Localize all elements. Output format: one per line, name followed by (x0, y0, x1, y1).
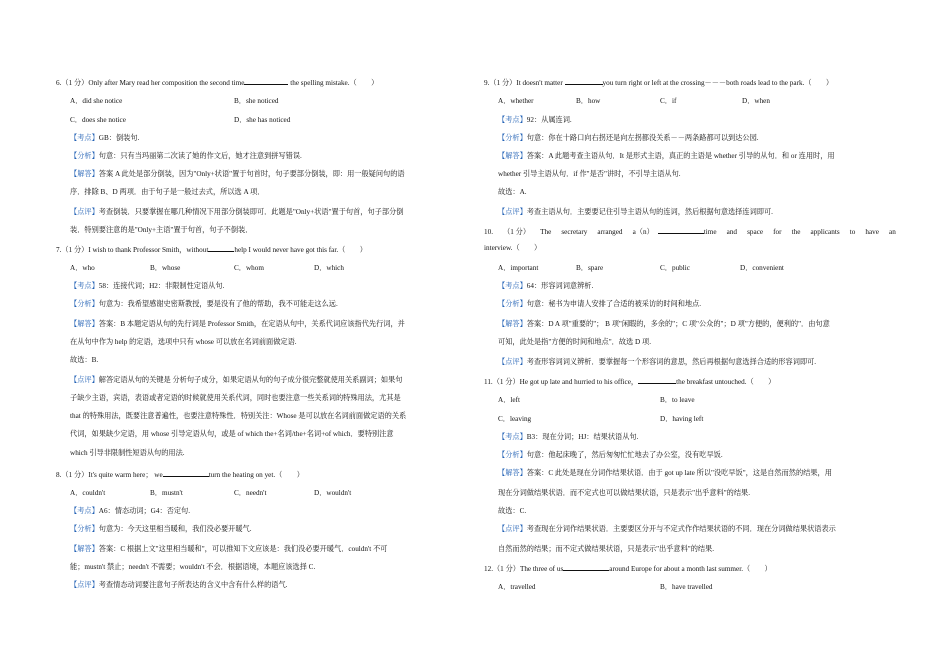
jieda-tag: 【解答】 (70, 170, 99, 178)
question-7-stem: 7.（1 分）I wish to thank Professor Smith，without help I would never have got this far.（ ） (56, 243, 367, 255)
question-11-option-d: D．having left (660, 415, 704, 423)
question-6-jieda-line-2: 序．排除 B、D 两项．由于句子是一般过去式，所以选 A 项． (70, 188, 265, 196)
answer-blank (658, 225, 704, 234)
question-12-option-b: B．have travelled (660, 583, 713, 591)
question-10-jieda-line-2: 可知，此处是指"方便的时间和地点"．故选 D 项. (498, 338, 652, 346)
question-10-dianping: 【点评】考查形容词词义辨析．要掌握每一个形容词的意思，然后再根据句意选择合适的形容词即可. (498, 358, 817, 366)
question-8-option-d: D．wouldn't (314, 489, 352, 497)
question-9-option-c: C．if (660, 97, 677, 105)
question-6-option-a: A．did she notice (70, 97, 123, 105)
question-7-kaodian: 【考点】58：连接代词；H2：非限制性定语从句. (70, 282, 225, 290)
question-9-stem: 9.（1 分）It doesn't matter you turn right or left at the crossing－－－both roads lead to the park.（ ） (484, 76, 833, 88)
question-6-option-d: D．she has noticed (234, 116, 291, 124)
question-6-stem (56, 76, 378, 88)
answer-blank (244, 76, 288, 85)
question-8-kaodian: 【考点】A6：情态动词；G4：否定句. (70, 507, 191, 515)
question-10-kaodian: 【考点】64：形容词词意辨析. (498, 282, 594, 290)
question-9-option-d: D．when (742, 97, 770, 105)
question-7-jieda-line-1: 【解答】答案：B 本题定语从句的先行词是 Professor Smith，在定语从句中，关系代词应该指代先行词，并 (70, 320, 405, 328)
question-9-kaodian: 【考点】92：从属连词. (498, 116, 572, 124)
question-7-option-b: B．whose (150, 264, 181, 272)
question-6-fenxi: 【分析】句意：只有当玛丽第二次读了她的作文后，她才注意到拼写错误. (70, 152, 302, 160)
question-11-guxuan: 故选：C. (498, 507, 527, 515)
question-11-kaodian: 【考点】B3：现在分词；HJ：结果状语从句. (498, 433, 639, 441)
question-6-jieda-line-1: 【解答】答案 A 此处是部分倒装，因为"Only+状语"置于句首时，句子要部分倒装，即：用一般疑问句的语 (70, 170, 405, 178)
answer-blank (565, 76, 603, 85)
question-7-dianping-line-1: 【点评】解答定语从句的关键是 分析句子成分，如果定语从句的句子成分很完整就使用关系副词；如果句 (70, 376, 403, 384)
question-11-stem: 11.（1 分）He got up late and hurried to his office， the breakfast untouched.（ ） (484, 375, 775, 387)
answer-blank (208, 243, 234, 252)
question-9-jieda-line-2: whether 引导主语从句．if 作"是否"讲时，不引导主语从句. (498, 170, 681, 178)
question-9-guxuan: 故选：A. (498, 188, 527, 196)
answer-blank (163, 468, 209, 477)
question-8-option-a: A．couldn't (70, 489, 106, 497)
question-7-fenxi: 【分析】句意为：我希望感谢史密斯教授，要是没有了他的帮助，我不可能走这么远. (70, 300, 338, 308)
question-7-dianping-line-2: 子缺少主语，宾语，表语或者定语的时候就使用关系代词，同时也要注意一些关系词的特殊用法，尤其是 (70, 394, 401, 402)
question-11-fenxi: 【分析】句意：他起床晚了，然后匆匆忙忙地去了办公室，没有吃早饭. (498, 451, 723, 459)
question-6-dianping-line-2: 装．特别要注意的是"Only+主语"置于句首，句子不倒装． (70, 226, 253, 234)
question-6-option-b: B．she noticed (234, 97, 279, 105)
question-10-fenxi: 【分析】句意：秘书为申请人安排了合适的被采访的时间和地点. (498, 300, 702, 308)
question-11-jieda-line-2: 现在分词做结果状语．而不定式也可以做结果状语，只是表示"出乎意料"的结果. (498, 489, 751, 497)
question-9-jieda-line-1: 【解答】答案：A 此题考查主语从句．It 是形式主语，真正的主语是 whether 引导的从句．和 or 连用时，用 (498, 152, 835, 160)
question-7-dianping-line-4: 代词，如果缺少定语，用 whose 引导定语从句，或是 of which the+名词/the+名词+of which．要特别注意 (70, 430, 394, 438)
question-10-stem: 10. （1 分） The secretary arranged a（n） time and space for the applicants to have an (484, 225, 896, 237)
stem-text: 6.（1 分）Only after Mary read her composition the second time (56, 79, 245, 87)
question-7-guxuan: 故选：B. (70, 356, 99, 364)
question-11-dianping-line-1: 【点评】考查现在分词作结果状语．主要要区分开与不定式作作结果状语的不同．现在分词做结果状语表示 (498, 525, 836, 533)
fenxi-tag: 【分析】 (70, 152, 99, 160)
question-8-jieda-line-1: 【解答】答案：C 根据上文"这里相当暖和"，可以推知下文应该是：我们没必要开暖气．couldn't 不可 (70, 545, 388, 553)
question-10-option-b: B．spare (576, 264, 604, 272)
question-7-option-a: A．who (70, 264, 95, 272)
question-11-jieda-line-1: 【解答】答案：C 此处是现在分词作结果状语．由于 got up late 所以"没吃早饭"，这是自然而然的结果，用 (498, 469, 832, 477)
question-6-dianping-line-1: 【点评】考查倒装．只要掌握在哪几种情况下用部分倒装即可．此题是"Only+状语"置于句首，句子部分倒 (70, 208, 404, 216)
answer-blank (638, 375, 676, 384)
question-10-jieda-line-1: 【解答】答案：D A 项"重要的"； B 项"闲暇的，多余的"；C 项"公众的"；D 项"方便的，便利的"．由句意 (498, 320, 830, 328)
question-10-option-a: A．important (498, 264, 539, 272)
question-6-kaodian: 【考点】GB：倒装句. (70, 134, 140, 142)
question-9-option-b: B．how (576, 97, 601, 105)
question-11-option-a: A．left (498, 396, 520, 404)
question-11-option-c: C．leaving (498, 415, 532, 423)
question-9-option-a: A．whether (498, 97, 534, 105)
question-9-fenxi: 【分析】句意：你在十路口向右拐还是向左拐都没关系－－两条路都可以到达公园. (498, 134, 759, 142)
question-10-option-d: D．convenient (740, 264, 784, 272)
question-8-jieda-line-2: 能；mustn't 禁止；needn't 不需要；wouldn't 不会．根据语境，本题应该选择 C. (70, 563, 316, 571)
question-7-option-d: D．which (314, 264, 344, 272)
question-6-option-c: C．does she notice (70, 116, 126, 124)
question-8-option-c: C．needn't (234, 489, 267, 497)
question-7-option-c: C．whom (234, 264, 264, 272)
question-7-dianping-line-3: that 的特殊用法，既要注意普遍性，也要注意特殊性．特别关注：Whose 是可以放在名词前面做定语的关系 (70, 412, 407, 420)
question-8-fenxi: 【分析】句意为：今天这里相当暖和，我们没必要开暖气. (70, 525, 252, 533)
dianping-tag: 【点评】 (70, 208, 99, 216)
question-11-option-b: B．to leave (660, 396, 695, 404)
question-12-option-a: A．travelled (498, 583, 536, 591)
question-10-option-c: C．public (660, 264, 690, 272)
question-7-dianping-line-5: which 引导非限制性短语从句的用法. (70, 449, 185, 457)
question-8-stem: 8.（1 分）It's quite warm here； we turn the heating on yet.（ ） (56, 468, 304, 480)
question-10-stem-line-2: interview.（ ） (484, 244, 542, 252)
question-12-stem: 12.（1 分）The three of us around Europe for about a month last summer.（ ） (484, 562, 772, 574)
question-8-dianping: 【点评】考查情态动词要注意句子所表达的含义中含有什么样的语气. (70, 581, 288, 589)
kaodian-tag: 【考点】 (70, 134, 99, 142)
question-8-option-b: B．mustn't (150, 489, 183, 497)
stem-text: the spelling mistake.（ ） (290, 79, 379, 87)
question-11-dianping-line-2: 自然而然的结果；而不定式做结果状语，只是表示"出乎意料"的结果. (498, 545, 715, 553)
question-9-dianping: 【点评】考查主语从句．主要要记住引导主语从句的连词，然后根据句意选择连词即可. (498, 208, 773, 216)
question-7-jieda-line-2: 在从句中作为 help 的定语，选项中只有 whose 可以放在名词前面做定语. (70, 338, 297, 346)
answer-blank (563, 562, 609, 571)
